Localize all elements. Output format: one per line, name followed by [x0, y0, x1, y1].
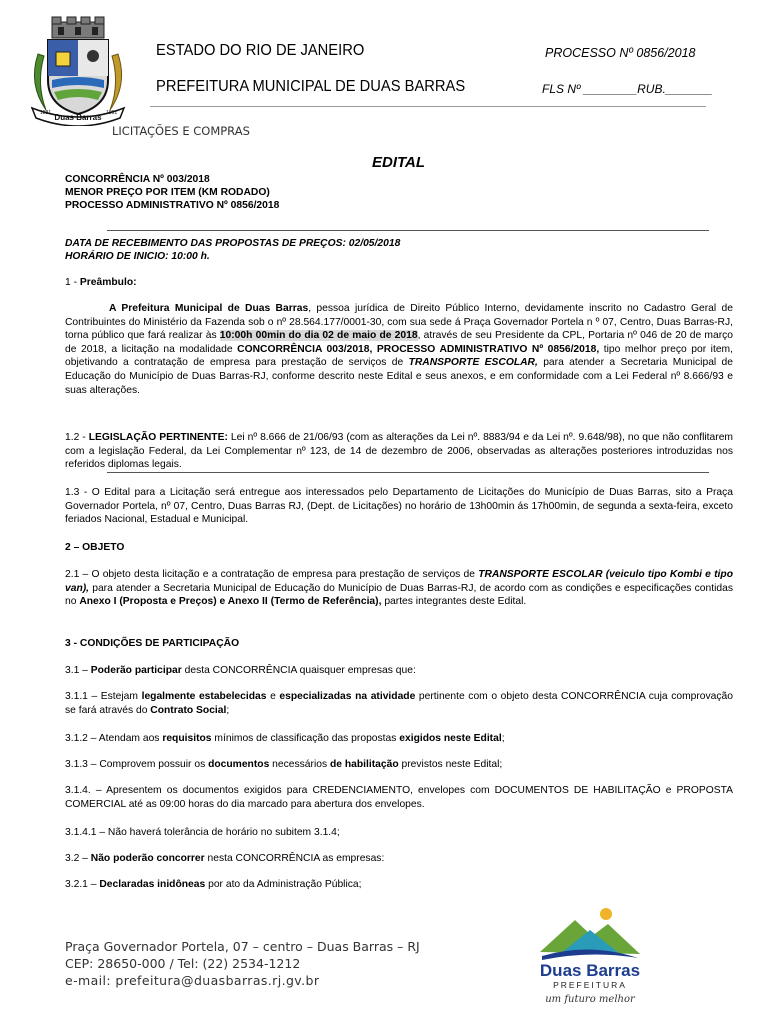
concorrencia-number: CONCORRÊNCIA Nº 003/2018 — [65, 174, 210, 185]
crest-year-right: 1891 — [106, 110, 118, 116]
logo-slogan: um futuro melhor — [545, 994, 635, 1005]
legislacao-paragraph: 1.2 - LEGISLAÇÃO PERTINENTE: Lei nº 8.666 de 21/06/93 (com as alterações da Lei nº. 8883/94 e da Lei nº. 9.648/98), no que não conflitarem com a legislação Federal, da Lei Complementar nº 123, de 14 de dezembro de 2006, observadas as alterações posteriores introduzidas nos referidos diplomas legais. — [65, 432, 734, 471]
footer-email: e-mail: prefeitura@duasbarras.rj.gv.br — [65, 973, 320, 988]
section-3-heading: 3 - CONDIÇÕES DE PARTICIPAÇÃO — [65, 638, 240, 649]
document-title: EDITAL — [372, 154, 426, 171]
item-3-1-4-1: 3.1.4.1 – Não haverá tolerância de horário no subitem 3.1.4; — [65, 827, 340, 838]
department-label: LICITAÇÕES E COMPRAS — [112, 124, 250, 138]
crest-ribbon-text: Duas Barras — [54, 113, 102, 122]
section-1-heading: 1 - Preâmbulo: — [65, 277, 137, 288]
fls-rub-field: FLS Nº ________RUB._______ — [542, 82, 713, 96]
logo-name: Duas Barras — [539, 961, 641, 980]
logo-sub: PREFEITURA — [553, 980, 627, 990]
footer-address: Praça Governador Portela, 07 – centro – Duas Barras – RJ — [65, 939, 420, 954]
duas-barras-logo — [520, 902, 660, 1012]
criterio: MENOR PREÇO POR ITEM (KM RODADO) — [65, 187, 270, 198]
municipality-title: PREFEITURA MUNICIPAL DE DUAS BARRAS — [156, 78, 466, 95]
horario-inicio: HORÁRIO DE INICIO: 10:00 h. — [65, 251, 210, 262]
edital-entrega-paragraph: 1.3 - O Edital para a Licitação será entregue aos interessados pelo Departamento de Licitações do Município de Duas Barras, sito a Praça Governador Portela, nº 07, Centro, Duas Barras RJ, (Dept. de Licitações) no horário de 13h00min ás 17h00min, de segunda a sexta-feira, exceto feriados Nacional, Estadual e Municipal. — [65, 487, 733, 526]
footer-address-block — [65, 938, 420, 989]
section-2-heading: 2 – OBJETO — [65, 542, 125, 553]
item-3-1-1: 3.1.1 – Estejam legalmente estabelecidas e especializadas na atividade pertinente com o objeto desta CONCORRÊNCIA cuja comprovação se fará através do Contrato Social; — [65, 691, 734, 716]
processo-administrativo: PROCESSO ADMINISTRATIVO Nº 0856/2018 — [65, 200, 280, 211]
preambulo-paragraph: A Prefeitura Municipal de Duas Barras, pessoa jurídica de Direito Público Interno, devidamente inscrito no Cadastro Geral de Contribuintes do Ministério da Fazenda sob o nº 28.564.177/0001-30, com sua sede á Praça Governador Portela n º 07, Centro, Duas Barras-RJ, torna público que fará realizar às 10:00h 00min do dia 02 de maio de 2018, através de seu Presidente da CPL, Portaria nº 046 de 20 de março de 2018, a licitação na modalidade CONCORRÊNCIA 003/2018, PROCESSO ADMINISTRATIVO Nº 0856/2018, tipo melhor preço por item, objetivando a contratação de empresa para prestação de serviços de TRANSPORTE ESCOLAR, para atender a Secretaria Municipal de Educação do Município de Duas Barras-RJ, conforme descrito neste Edital e seus anexos, e em conformidade com a Lei Federal nº 8.666/93 e suas alterações. — [65, 303, 734, 396]
header-divider — [150, 106, 706, 107]
item-3-1-3: 3.1.3 – Comprovem possuir os documentos necessários de habilitação previstos neste Edital; — [65, 759, 503, 770]
data-recebimento: DATA DE RECEBIMENTO DAS PROPOSTAS DE PREÇOS: 02/05/2018 — [65, 238, 401, 249]
municipal-crest — [22, 14, 134, 126]
item-3-2: 3.2 – Não poderão concorrer nesta CONCORRÊNCIA as empresas: — [65, 853, 385, 864]
divider-1 — [107, 230, 709, 231]
process-number: PROCESSO Nº 0856/2018 — [545, 46, 696, 60]
item-3-1-4: 3.1.4. – Apresentem os documentos exigidos para CREDENCIAMENTO, envelopes com DOCUMENTOS DE HABILITAÇÃO e PROPOSTA COMERCIAL até as 09:00 horas do dia marcado para abertura dos envelopes. — [65, 785, 733, 810]
item-3-1: 3.1 – Poderão participar desta CONCORRÊNCIA quaisquer empresas que: — [65, 665, 416, 676]
item-3-2-1: 3.2.1 – Declaradas inidôneas por ato da Administração Pública; — [65, 879, 362, 890]
objeto-paragraph: 2.1 – O objeto desta licitação e a contratação de empresa para prestação de serviços de TRANSPORTE ESCOLAR (veiculo tipo Kombi e tipo van), para atender a Secretaria Municipal de Educação do Município de Duas Barras-RJ, de acordo com as condições e especificações contidas no Anexo I (Proposta e Preços) e Anexo II (Termo de Referência), partes integrantes deste Edital. — [65, 569, 733, 608]
footer-cep-tel: CEP: 28650-000 / Tel: (22) 2534-1212 — [65, 956, 301, 971]
state-title: ESTADO DO RIO DE JANEIRO — [156, 42, 365, 59]
item-3-1-2: 3.1.2 – Atendam aos requisitos mínimos de classificação das propostas exigidos neste Edital; — [65, 733, 505, 744]
crest-year-left: 1881 — [40, 110, 52, 116]
divider-2 — [107, 472, 709, 473]
